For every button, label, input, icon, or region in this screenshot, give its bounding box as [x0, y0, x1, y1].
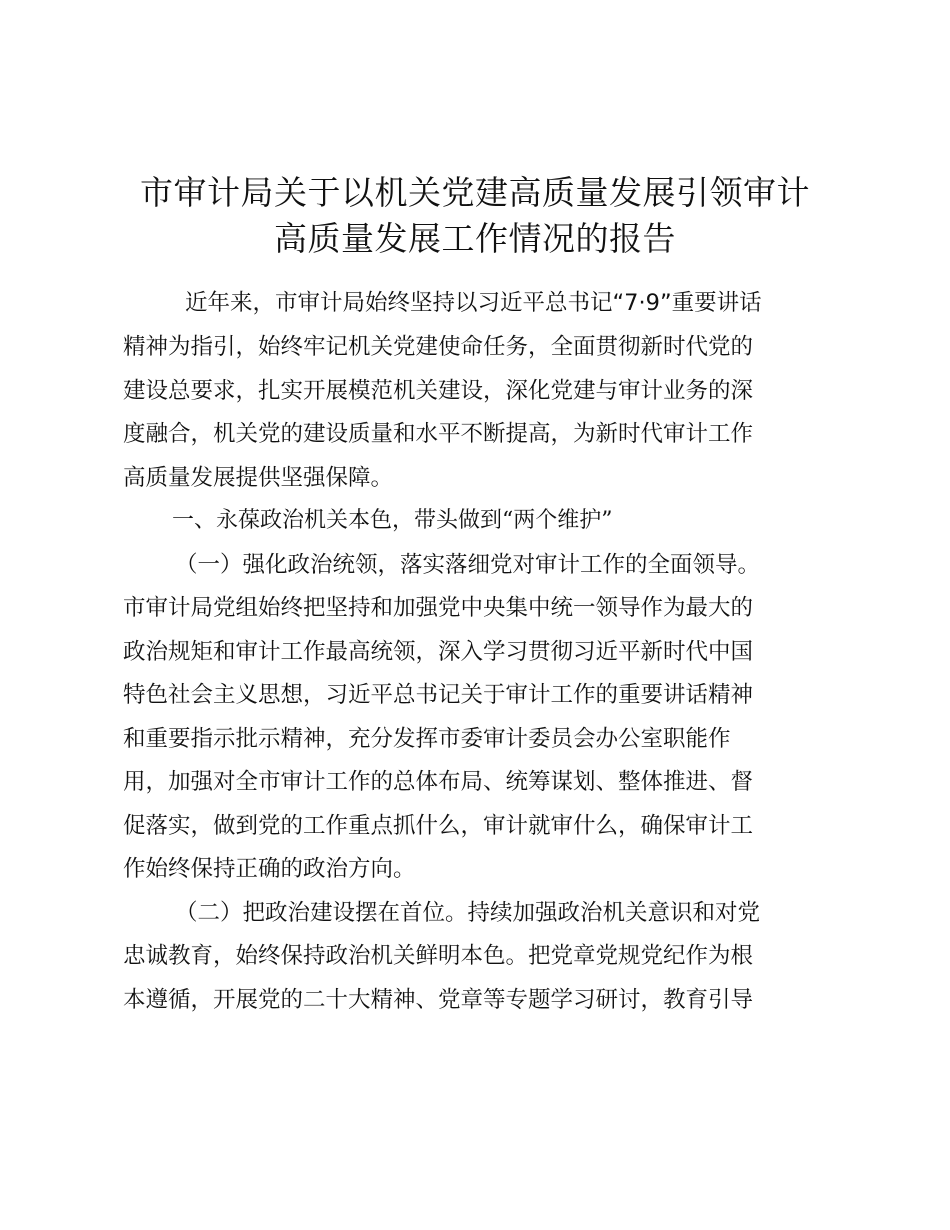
- section-heading: 一、永葆政治机关本色，带头做到“两个维护”: [172, 508, 613, 533]
- paragraph-line: 本遵循，开展党的二十大精神、党章等专题学习研讨，教育引导: [123, 987, 754, 1013]
- paragraph-line: 精神为指引，始终牢记机关党建使命任务，全面贯彻新时代党的: [123, 334, 754, 360]
- paragraph-line: 近年来，市审计局始终坚持以习近平总书记“7·9”重要讲话: [185, 290, 762, 316]
- paragraph-line: 作始终保持正确的政治方向。: [123, 856, 416, 882]
- paragraph-line: 建设总要求，扎实开展模范机关建设，深化党建与审计业务的深: [123, 378, 754, 404]
- paragraph-line: 政治规矩和审计工作最高统领，深入学习贯彻习近平新时代中国: [123, 639, 754, 665]
- paragraph-line: 促落实，做到党的工作重点抓什么，审计就审什么，确保审计工: [123, 813, 754, 839]
- paragraph-line: 忠诚教育，始终保持政治机关鲜明本色。把党章党规党纪作为根: [123, 943, 754, 969]
- document-title-line-1: 市审计局关于以机关党建高质量发展引领审计: [140, 173, 810, 212]
- paragraph-line: 用，加强对全市审计工作的总体布局、统筹谋划、整体推进、督: [123, 769, 754, 795]
- subsection-heading-line: （二）把政治建设摆在首位。持续加强政治机关意识和对党: [175, 900, 761, 926]
- paragraph-line: 和重要指示批示精神，充分发挥市委审计委员会办公室职能作: [123, 726, 731, 752]
- paragraph-line: 高质量发展提供坚强保障。: [123, 465, 394, 491]
- subsection-heading-line: （一）强化政治统领，落实落细党对审计工作的全面领导。: [175, 552, 761, 578]
- paragraph-line: 度融合，机关党的建设质量和水平不断提高，为新时代审计工作: [123, 421, 754, 447]
- paragraph-line: 市审计局党组始终把坚持和加强党中央集中统一领导作为最大的: [123, 595, 754, 621]
- paragraph-line: 特色社会主义思想，习近平总书记关于审计工作的重要讲话精神: [123, 682, 754, 708]
- document-title-line-2: 高质量发展工作情况的报告: [274, 219, 676, 258]
